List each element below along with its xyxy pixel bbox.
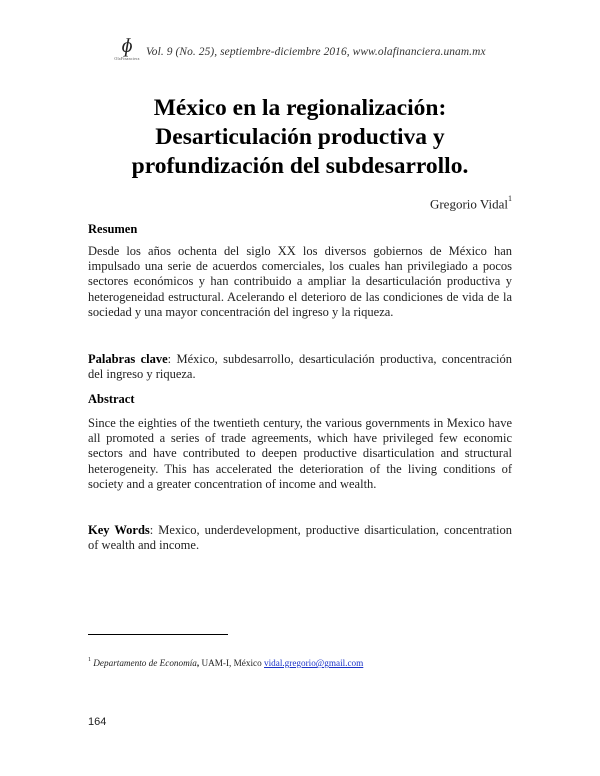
key-words-text: : Mexico, underdevelopment, productive disarticulation, concentration of wealth and income. bbox=[88, 523, 512, 553]
journal-logo bbox=[110, 36, 144, 66]
paper-title bbox=[60, 94, 540, 181]
abstract-heading: Abstract bbox=[88, 392, 135, 406]
abstract-text: Since the eighties of the twentieth century, the various governments in Mexico have all promoted a series of trade agreements, which have privileged few economic sectors and have contributed to deepen productive disarticulation and structural heterogeneity. This has accelerated the deterioration of the living conditions of society and a greater concentration of income and wealth. bbox=[88, 416, 512, 491]
footnote-mark: 1 bbox=[88, 657, 91, 663]
palabras-clave-text: : México, subdesarrollo, desarticulación productiva, concentración del ingreso y riqueza. bbox=[88, 352, 513, 382]
title-line-1: México en la regionalización: bbox=[153, 95, 447, 121]
title-line-2: Desarticulación productiva y bbox=[155, 124, 445, 150]
key-words-label: Key Words bbox=[88, 523, 150, 537]
author-email-link[interactable]: vidal.gregorio@gmail.com bbox=[264, 658, 364, 669]
footnote-separator: , bbox=[196, 658, 200, 669]
page-number: 164 bbox=[88, 716, 107, 728]
palabras-clave bbox=[88, 352, 512, 382]
journal-header bbox=[110, 35, 530, 66]
author-name: Gregorio Vidal bbox=[429, 196, 508, 212]
resumen-text: Desde los años ochenta del siglo XX los diversos gobiernos de México han impulsado una serie de acuerdos comerciales, los cuales han privilegiado a pocos sectores económicos y han contribuido a ampliar la desarticulación productiva y heterogeneidad estructural. Acelerando el deterioro de las condiciones de vida de la sociedad y una mayor concentración del ingreso y la riqueza. bbox=[88, 244, 512, 319]
journal-reference: Vol. 9 (No. 25), septiembre-diciembre 2016, www.olafinanciera.unam.mx bbox=[146, 46, 486, 58]
footnote-department: Departamento de Economía bbox=[93, 658, 197, 669]
resumen-heading: Resumen bbox=[88, 222, 138, 236]
footnote-institution: UAM-I, México bbox=[199, 658, 264, 669]
title-line-3: profundización del subdesarrollo. bbox=[131, 153, 469, 179]
logo-glyph: ɸ bbox=[121, 35, 133, 57]
author-footnote-mark: 1 bbox=[508, 194, 512, 203]
footnote-divider bbox=[88, 634, 228, 635]
logo-text: OlaFinanciera bbox=[114, 56, 140, 61]
footnote bbox=[88, 658, 363, 668]
palabras-clave-label: Palabras clave bbox=[88, 352, 168, 366]
key-words bbox=[88, 523, 512, 553]
author bbox=[430, 196, 512, 212]
